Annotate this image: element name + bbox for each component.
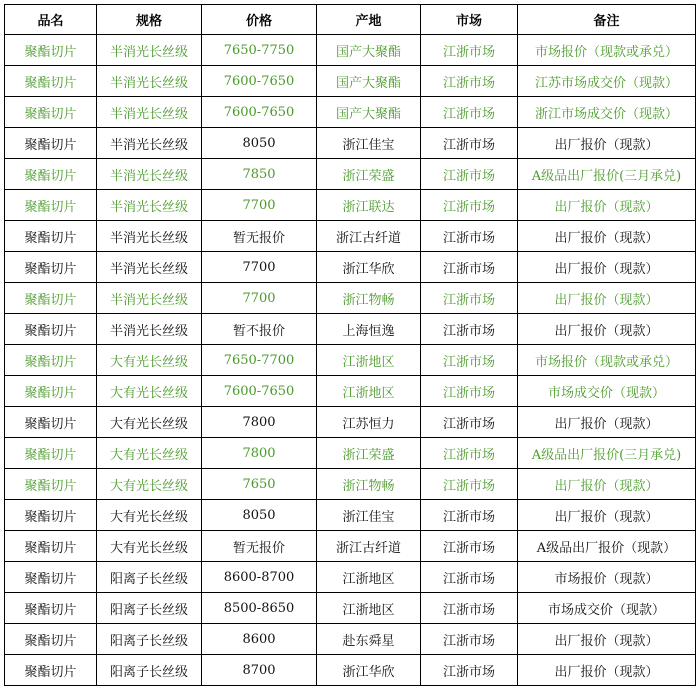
cell-market: 江浙市场 bbox=[421, 655, 518, 686]
cell-remarks: 江苏市场成交价（现款） bbox=[518, 66, 696, 97]
table-row bbox=[5, 190, 696, 221]
cell-origin: 浙江联达 bbox=[317, 190, 421, 221]
cell-product-name: 聚酯切片 bbox=[5, 438, 97, 469]
cell-market: 江浙市场 bbox=[421, 66, 518, 97]
cell-origin: 国产大聚酯 bbox=[317, 35, 421, 66]
table-row bbox=[5, 376, 696, 407]
cell-market: 江浙市场 bbox=[421, 624, 518, 655]
cell-spec: 半消光长丝级 bbox=[97, 97, 202, 128]
cell-product-name: 聚酯切片 bbox=[5, 159, 97, 190]
table-header-row bbox=[5, 5, 696, 35]
price-table-container bbox=[4, 4, 696, 686]
cell-spec: 阳离子长丝级 bbox=[97, 593, 202, 624]
cell-price: 7650-7750 bbox=[202, 35, 317, 66]
cell-origin: 江浙地区 bbox=[317, 376, 421, 407]
cell-spec: 大有光长丝级 bbox=[97, 407, 202, 438]
cell-market: 江浙市场 bbox=[421, 314, 518, 345]
cell-spec: 半消光长丝级 bbox=[97, 221, 202, 252]
cell-price: 7800 bbox=[202, 438, 317, 469]
cell-spec: 大有光长丝级 bbox=[97, 469, 202, 500]
cell-product-name: 聚酯切片 bbox=[5, 531, 97, 562]
cell-origin: 浙江华欣 bbox=[317, 655, 421, 686]
cell-product-name: 聚酯切片 bbox=[5, 314, 97, 345]
cell-spec: 半消光长丝级 bbox=[97, 66, 202, 97]
cell-price: 8050 bbox=[202, 128, 317, 159]
cell-market: 江浙市场 bbox=[421, 252, 518, 283]
cell-spec: 大有光长丝级 bbox=[97, 376, 202, 407]
cell-price: 7600-7650 bbox=[202, 66, 317, 97]
table-row bbox=[5, 35, 696, 66]
cell-spec: 大有光长丝级 bbox=[97, 345, 202, 376]
cell-origin: 浙江荣盛 bbox=[317, 438, 421, 469]
table-row bbox=[5, 469, 696, 500]
cell-remarks: 出厂报价（现款） bbox=[518, 252, 696, 283]
cell-spec: 半消光长丝级 bbox=[97, 128, 202, 159]
cell-origin: 江苏恒力 bbox=[317, 407, 421, 438]
table-row bbox=[5, 97, 696, 128]
cell-market: 江浙市场 bbox=[421, 35, 518, 66]
cell-market: 江浙市场 bbox=[421, 593, 518, 624]
cell-origin: 赴东舜星 bbox=[317, 624, 421, 655]
cell-price: 7600-7650 bbox=[202, 97, 317, 128]
cell-price: 7800 bbox=[202, 407, 317, 438]
cell-remarks: 市场报价（现款） bbox=[518, 562, 696, 593]
cell-remarks: 市场成交价（现款） bbox=[518, 376, 696, 407]
cell-product-name: 聚酯切片 bbox=[5, 500, 97, 531]
cell-product-name: 聚酯切片 bbox=[5, 376, 97, 407]
cell-market: 江浙市场 bbox=[421, 345, 518, 376]
cell-spec: 半消光长丝级 bbox=[97, 283, 202, 314]
cell-product-name: 聚酯切片 bbox=[5, 407, 97, 438]
cell-price: 7850 bbox=[202, 159, 317, 190]
table-row bbox=[5, 283, 696, 314]
cell-market: 江浙市场 bbox=[421, 190, 518, 221]
cell-product-name: 聚酯切片 bbox=[5, 655, 97, 686]
cell-price: 8700 bbox=[202, 655, 317, 686]
cell-market: 江浙市场 bbox=[421, 469, 518, 500]
cell-product-name: 聚酯切片 bbox=[5, 190, 97, 221]
cell-remarks: 浙江市场成交价（现款） bbox=[518, 97, 696, 128]
price-table bbox=[4, 4, 696, 686]
cell-remarks: 出厂报价（现款） bbox=[518, 221, 696, 252]
cell-price: 8500-8650 bbox=[202, 593, 317, 624]
cell-spec: 半消光长丝级 bbox=[97, 314, 202, 345]
cell-spec: 阳离子长丝级 bbox=[97, 655, 202, 686]
cell-product-name: 聚酯切片 bbox=[5, 97, 97, 128]
cell-product-name: 聚酯切片 bbox=[5, 469, 97, 500]
table-body bbox=[5, 35, 696, 686]
cell-spec: 阳离子长丝级 bbox=[97, 562, 202, 593]
cell-spec: 大有光长丝级 bbox=[97, 438, 202, 469]
header-price: 价格 bbox=[202, 5, 317, 35]
cell-origin: 浙江佳宝 bbox=[317, 500, 421, 531]
table-row bbox=[5, 655, 696, 686]
table-row bbox=[5, 221, 696, 252]
cell-price: 暂无报价 bbox=[202, 531, 317, 562]
cell-market: 江浙市场 bbox=[421, 438, 518, 469]
cell-origin: 浙江华欣 bbox=[317, 252, 421, 283]
table-row bbox=[5, 593, 696, 624]
cell-market: 江浙市场 bbox=[421, 128, 518, 159]
cell-spec: 半消光长丝级 bbox=[97, 190, 202, 221]
cell-remarks: 出厂报价（现款） bbox=[518, 314, 696, 345]
header-remarks: 备注 bbox=[518, 5, 696, 35]
cell-price: 7600-7650 bbox=[202, 376, 317, 407]
table-row bbox=[5, 438, 696, 469]
cell-price: 7700 bbox=[202, 283, 317, 314]
cell-remarks: 出厂报价（现款） bbox=[518, 655, 696, 686]
cell-price: 8050 bbox=[202, 500, 317, 531]
cell-spec: 阳离子长丝级 bbox=[97, 624, 202, 655]
cell-origin: 江浙地区 bbox=[317, 593, 421, 624]
cell-market: 江浙市场 bbox=[421, 159, 518, 190]
cell-market: 江浙市场 bbox=[421, 376, 518, 407]
cell-product-name: 聚酯切片 bbox=[5, 35, 97, 66]
header-product-name: 品名 bbox=[5, 5, 97, 35]
cell-market: 江浙市场 bbox=[421, 97, 518, 128]
cell-origin: 上海恒逸 bbox=[317, 314, 421, 345]
table-row bbox=[5, 531, 696, 562]
cell-price: 暂无报价 bbox=[202, 221, 317, 252]
cell-remarks: A级品出厂报价(三月承兑) bbox=[518, 159, 696, 190]
cell-price: 7650-7700 bbox=[202, 345, 317, 376]
cell-remarks: 市场报价（现款或承兑） bbox=[518, 35, 696, 66]
table-row bbox=[5, 314, 696, 345]
cell-remarks: 出厂报价（现款） bbox=[518, 469, 696, 500]
cell-origin: 浙江荣盛 bbox=[317, 159, 421, 190]
cell-origin: 国产大聚酯 bbox=[317, 97, 421, 128]
cell-price: 8600-8700 bbox=[202, 562, 317, 593]
cell-product-name: 聚酯切片 bbox=[5, 128, 97, 159]
cell-remarks: 市场成交价（现款） bbox=[518, 593, 696, 624]
table-row bbox=[5, 252, 696, 283]
cell-product-name: 聚酯切片 bbox=[5, 624, 97, 655]
cell-price: 7700 bbox=[202, 190, 317, 221]
cell-price: 7650 bbox=[202, 469, 317, 500]
cell-market: 江浙市场 bbox=[421, 221, 518, 252]
table-row bbox=[5, 66, 696, 97]
table-row bbox=[5, 500, 696, 531]
cell-remarks: 出厂报价（现款） bbox=[518, 624, 696, 655]
cell-remarks: 市场报价（现款或承兑） bbox=[518, 345, 696, 376]
cell-remarks: 出厂报价（现款） bbox=[518, 128, 696, 159]
header-origin: 产地 bbox=[317, 5, 421, 35]
cell-market: 江浙市场 bbox=[421, 283, 518, 314]
table-row bbox=[5, 407, 696, 438]
cell-price: 7700 bbox=[202, 252, 317, 283]
cell-remarks: A级品出厂报价（现款） bbox=[518, 531, 696, 562]
cell-origin: 江浙地区 bbox=[317, 562, 421, 593]
cell-remarks: 出厂报价（现款） bbox=[518, 500, 696, 531]
cell-product-name: 聚酯切片 bbox=[5, 252, 97, 283]
cell-spec: 大有光长丝级 bbox=[97, 531, 202, 562]
cell-product-name: 聚酯切片 bbox=[5, 66, 97, 97]
table-row bbox=[5, 128, 696, 159]
cell-product-name: 聚酯切片 bbox=[5, 283, 97, 314]
cell-spec: 半消光长丝级 bbox=[97, 252, 202, 283]
cell-remarks: 出厂报价（现款） bbox=[518, 283, 696, 314]
cell-market: 江浙市场 bbox=[421, 407, 518, 438]
cell-origin: 浙江古纤道 bbox=[317, 531, 421, 562]
table-row bbox=[5, 159, 696, 190]
cell-origin: 国产大聚酯 bbox=[317, 66, 421, 97]
cell-market: 江浙市场 bbox=[421, 562, 518, 593]
table-row bbox=[5, 562, 696, 593]
cell-product-name: 聚酯切片 bbox=[5, 221, 97, 252]
cell-product-name: 聚酯切片 bbox=[5, 593, 97, 624]
cell-spec: 大有光长丝级 bbox=[97, 500, 202, 531]
cell-price: 暂不报价 bbox=[202, 314, 317, 345]
cell-product-name: 聚酯切片 bbox=[5, 345, 97, 376]
cell-product-name: 聚酯切片 bbox=[5, 562, 97, 593]
cell-remarks: 出厂报价（现款） bbox=[518, 407, 696, 438]
cell-remarks: A级品出厂报价(三月承兑) bbox=[518, 438, 696, 469]
table-row bbox=[5, 345, 696, 376]
cell-market: 江浙市场 bbox=[421, 531, 518, 562]
cell-spec: 半消光长丝级 bbox=[97, 35, 202, 66]
cell-remarks: 出厂报价（现款） bbox=[518, 190, 696, 221]
cell-origin: 浙江物畅 bbox=[317, 469, 421, 500]
cell-origin: 浙江古纤道 bbox=[317, 221, 421, 252]
cell-price: 8600 bbox=[202, 624, 317, 655]
cell-origin: 江浙地区 bbox=[317, 345, 421, 376]
header-market: 市场 bbox=[421, 5, 518, 35]
cell-market: 江浙市场 bbox=[421, 500, 518, 531]
cell-spec: 半消光长丝级 bbox=[97, 159, 202, 190]
cell-origin: 浙江物畅 bbox=[317, 283, 421, 314]
cell-origin: 浙江佳宝 bbox=[317, 128, 421, 159]
header-spec: 规格 bbox=[97, 5, 202, 35]
table-row bbox=[5, 624, 696, 655]
